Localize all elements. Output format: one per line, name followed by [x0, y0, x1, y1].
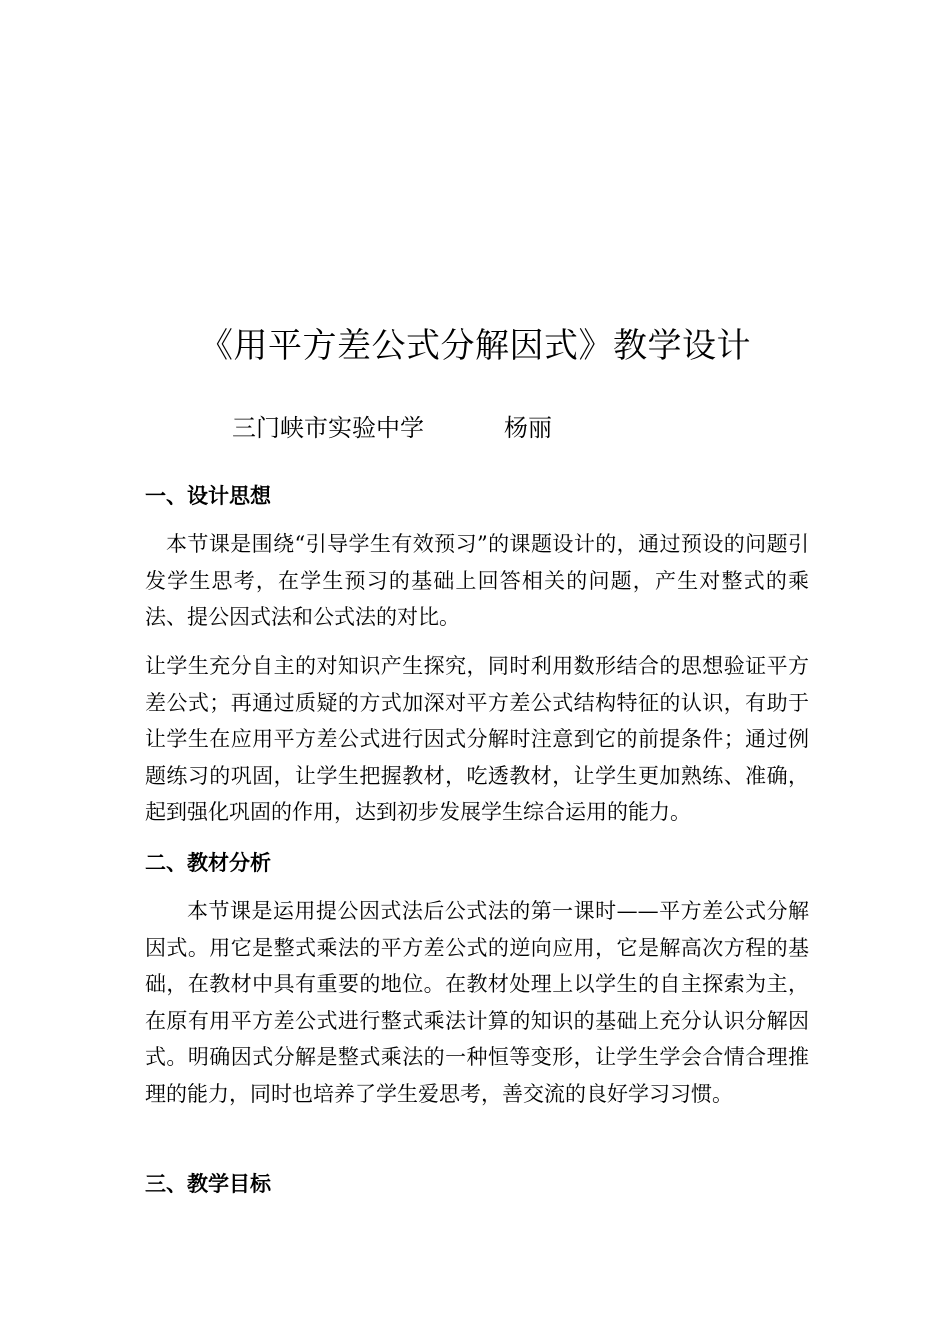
paragraph-design-idea-2: 让学生充分自主的对知识产生探究，同时利用数形结合的思想验证平方差公式；再通过质疑的方式加深对平方差公式结构特征的认识，有助于让学生在应用平方差公式进行因式分解时注意到它的前提条件；通过例题练习的巩固，让学生把握教材，吃透教材，让学生更加熟练、准确，起到强化巩固的作用，达到初步发展学生综合运用的能力。	[145, 654, 809, 824]
byline	[232, 410, 552, 446]
document-title: 《用平方差公式分解因式》教学设计	[199, 326, 751, 366]
section-heading-teaching-goals: 三、教学目标	[145, 1171, 271, 1196]
section-heading-material-analysis: 二、教材分析	[145, 850, 271, 875]
section-heading-design-idea: 一、设计思想	[145, 483, 271, 508]
school-name: 三门峡市实验中学	[232, 414, 424, 442]
paragraph-material-analysis-1: 本节课是运用提公因式法后公式法的第一课时——平方差公式分解因式。用它是整式乘法的平方差公式的逆向应用，它是解高次方程的基础，在教材中具有重要的地位。在教材处理上以学生的自主探索为主，在原有用平方差公式进行整式乘法计算的知识的基础上充分认识分解因式。明确因式分解是整式乘法的一种恒等变形，让学生学会合情合理推理的能力，同时也培养了学生爱思考，善交流的良好学习习惯。	[145, 899, 809, 1106]
paragraph-design-idea-1: 本节课是围绕“引导学生有效预习”的课题设计的，通过预设的问题引发学生思考，在学生预习的基础上回答相关的问题，产生对整式的乘法、提公因式法和公式法的对比。	[145, 532, 809, 629]
author-name: 杨丽	[504, 414, 552, 442]
